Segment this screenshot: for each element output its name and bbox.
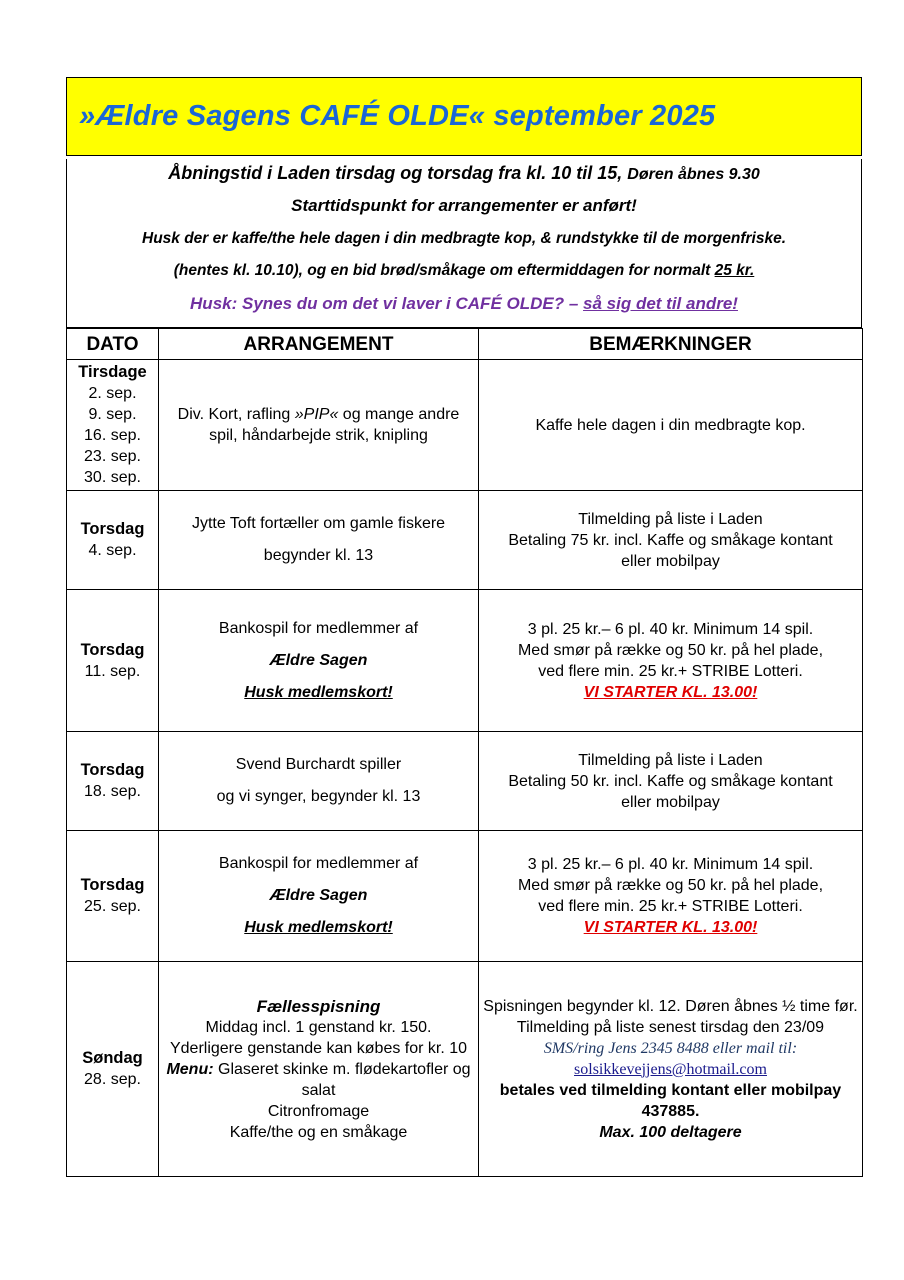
table-row — [67, 590, 863, 732]
remark-line: Tilmelding på liste senest tirsdag den 23/09 — [516, 1018, 825, 1036]
date: 11. sep. — [84, 662, 141, 680]
event-line: og vi synger, begynder kl. 13 — [216, 788, 421, 805]
title-band — [66, 77, 862, 156]
event-line: Jytte Toft fortæller om gamle fiskere — [191, 515, 446, 532]
remark-line: ved flere min. 25 kr.+ STRIBE Lotteri. — [538, 898, 803, 915]
weekday: Torsdag — [80, 761, 145, 779]
table-row — [67, 491, 863, 590]
event-org: Ældre Sagen — [269, 651, 368, 669]
event-line: Citronfromage — [267, 1102, 370, 1120]
date-cell — [67, 491, 159, 590]
document-page — [66, 77, 862, 1177]
header-dato: DATO — [67, 329, 159, 360]
remarks-cell: Kaffe hele dagen i din medbragte kop. — [479, 360, 863, 491]
page-title: »Ældre Sagens CAFÉ OLDE« september 2025 — [79, 100, 716, 132]
date: 4. sep. — [88, 542, 137, 559]
remark-line: Tilmelding på liste i Laden — [578, 751, 763, 769]
date: 30. sep. — [84, 469, 141, 486]
weekday: Torsdag — [80, 520, 145, 538]
event-cell — [159, 491, 479, 590]
date: 23. sep. — [84, 448, 141, 465]
event-member-card-note: Husk medlemskort! — [244, 683, 393, 701]
opening-hours — [67, 159, 861, 189]
remark-line: Spisningen begynder kl. 12. Døren åbnes ½ time før. — [483, 997, 858, 1015]
door-opens-text: Døren åbnes 9.30 — [627, 166, 760, 183]
event-line: Bankospil for medlemmer af — [218, 855, 419, 872]
menu-label: Menu: — [166, 1060, 214, 1078]
weekday: Søndag — [82, 1049, 143, 1067]
start-time-note: Starttidspunkt for arrangementer er anført! — [291, 196, 637, 215]
event-cell — [159, 831, 479, 962]
remark-line: Betaling 75 kr. incl. Kaffe og småkage kontant — [508, 531, 833, 549]
remark-line: Tilmelding på liste i Laden — [578, 510, 763, 528]
date-cell — [67, 360, 159, 491]
remark-line: eller mobilpay — [621, 552, 720, 570]
start-time-alert: VI STARTER KL. 13.00! — [583, 683, 758, 701]
date-cell — [67, 831, 159, 962]
header-bemaerkninger: BEMÆRKNINGER — [479, 329, 863, 360]
bread-price: 25 kr. — [714, 262, 755, 279]
info-box — [66, 159, 862, 328]
date-cell — [67, 590, 159, 732]
opening-hours-text: Åbningstid i Laden tirsdag og torsdag fra kl. 10 til 15, — [168, 163, 623, 183]
event-line: Svend Burchardt spiller — [235, 756, 402, 773]
event-cell — [159, 590, 479, 732]
event-pip: »PIP« — [294, 406, 339, 423]
table-row — [67, 962, 863, 1177]
remarks-cell — [479, 732, 863, 831]
remarks-cell — [479, 962, 863, 1177]
remark-line: ved flere min. 25 kr.+ STRIBE Lotteri. — [538, 662, 803, 680]
weekday: Torsdag — [80, 876, 145, 894]
date: 25. sep. — [84, 898, 141, 915]
date: 18. sep. — [84, 783, 141, 800]
date: 9. sep. — [88, 406, 137, 423]
menu-text: Glaseret skinke m. flødekartofler og salat — [213, 1060, 471, 1099]
contact-line: SMS/ring Jens 2345 8488 eller mail til: — [543, 1039, 798, 1057]
event-line: Yderligere genstande kan købes for kr. 10 — [169, 1039, 468, 1057]
event-member-card-note: Husk medlemskort! — [244, 919, 393, 936]
event-cell — [159, 962, 479, 1177]
event-line: Kaffe/the og en småkage — [229, 1123, 408, 1141]
date-cell — [67, 962, 159, 1177]
bread-note — [67, 255, 861, 287]
date: 16. sep. — [84, 427, 141, 444]
remarks-cell — [479, 590, 863, 732]
remark-line: 3 pl. 25 kr.– 6 pl. 40 kr. Minimum 14 spil. — [527, 620, 814, 638]
event-text: Div. Kort, rafling — [177, 406, 295, 423]
start-time-alert: VI STARTER KL. 13.00! — [583, 919, 758, 936]
remark-line: Betaling 50 kr. incl. Kaffe og småkage kontant — [508, 772, 833, 790]
remark-line: eller mobilpay — [621, 793, 720, 811]
remark-line: Med smør på række og 50 kr. på hel plade, — [517, 877, 824, 894]
payment-line: betales ved tilmelding kontant eller mobilpay 437885. — [499, 1081, 842, 1120]
weekday: Tirsdage — [78, 363, 147, 381]
event-heading: Fællesspisning — [256, 996, 381, 1016]
table-row — [67, 360, 863, 491]
max-participants: Max. 100 deltagere — [599, 1123, 742, 1141]
event-text-rest: og mange andre spil, håndarbejde strik, knipling — [209, 406, 460, 444]
event-cell — [159, 360, 479, 491]
date-cell — [67, 732, 159, 831]
weekday: Torsdag — [80, 640, 145, 659]
share-note-text: Husk: Synes du om det vi laver i CAFÉ OLDE? – — [190, 294, 579, 313]
table-row — [67, 732, 863, 831]
share-note-emphasis: så sig det til andre! — [583, 294, 738, 313]
table-header-row — [67, 329, 863, 360]
header-arrangement: ARRANGEMENT — [159, 329, 479, 360]
event-org: Ældre Sagen — [269, 887, 368, 904]
table-row — [67, 831, 863, 962]
date: 2. sep. — [88, 385, 137, 402]
remarks-cell — [479, 831, 863, 962]
date: 28. sep. — [84, 1071, 141, 1088]
remark-line: Med smør på række og 50 kr. på hel plade, — [517, 641, 824, 659]
coffee-note: Husk der er kaffe/the hele dagen i din medbragte kop, & rundstykke til de morgenfriske. — [142, 230, 786, 247]
share-note — [67, 287, 861, 321]
event-cell — [159, 732, 479, 831]
remarks-cell — [479, 491, 863, 590]
event-line: begynder kl. 13 — [263, 547, 374, 564]
event-line: Bankospil for medlemmer af — [218, 619, 419, 637]
schedule-table — [66, 328, 863, 1177]
event-line: Middag incl. 1 genstand kr. 150. — [205, 1018, 432, 1036]
email-link[interactable]: solsikkevejjens@hotmail.com — [574, 1060, 767, 1078]
bread-note-text: (hentes kl. 10.10), og en bid brød/småkage om eftermiddagen for normalt — [173, 262, 711, 279]
remark-line: 3 pl. 25 kr.– 6 pl. 40 kr. Minimum 14 spil. — [527, 856, 814, 873]
menu-line — [163, 1059, 474, 1101]
